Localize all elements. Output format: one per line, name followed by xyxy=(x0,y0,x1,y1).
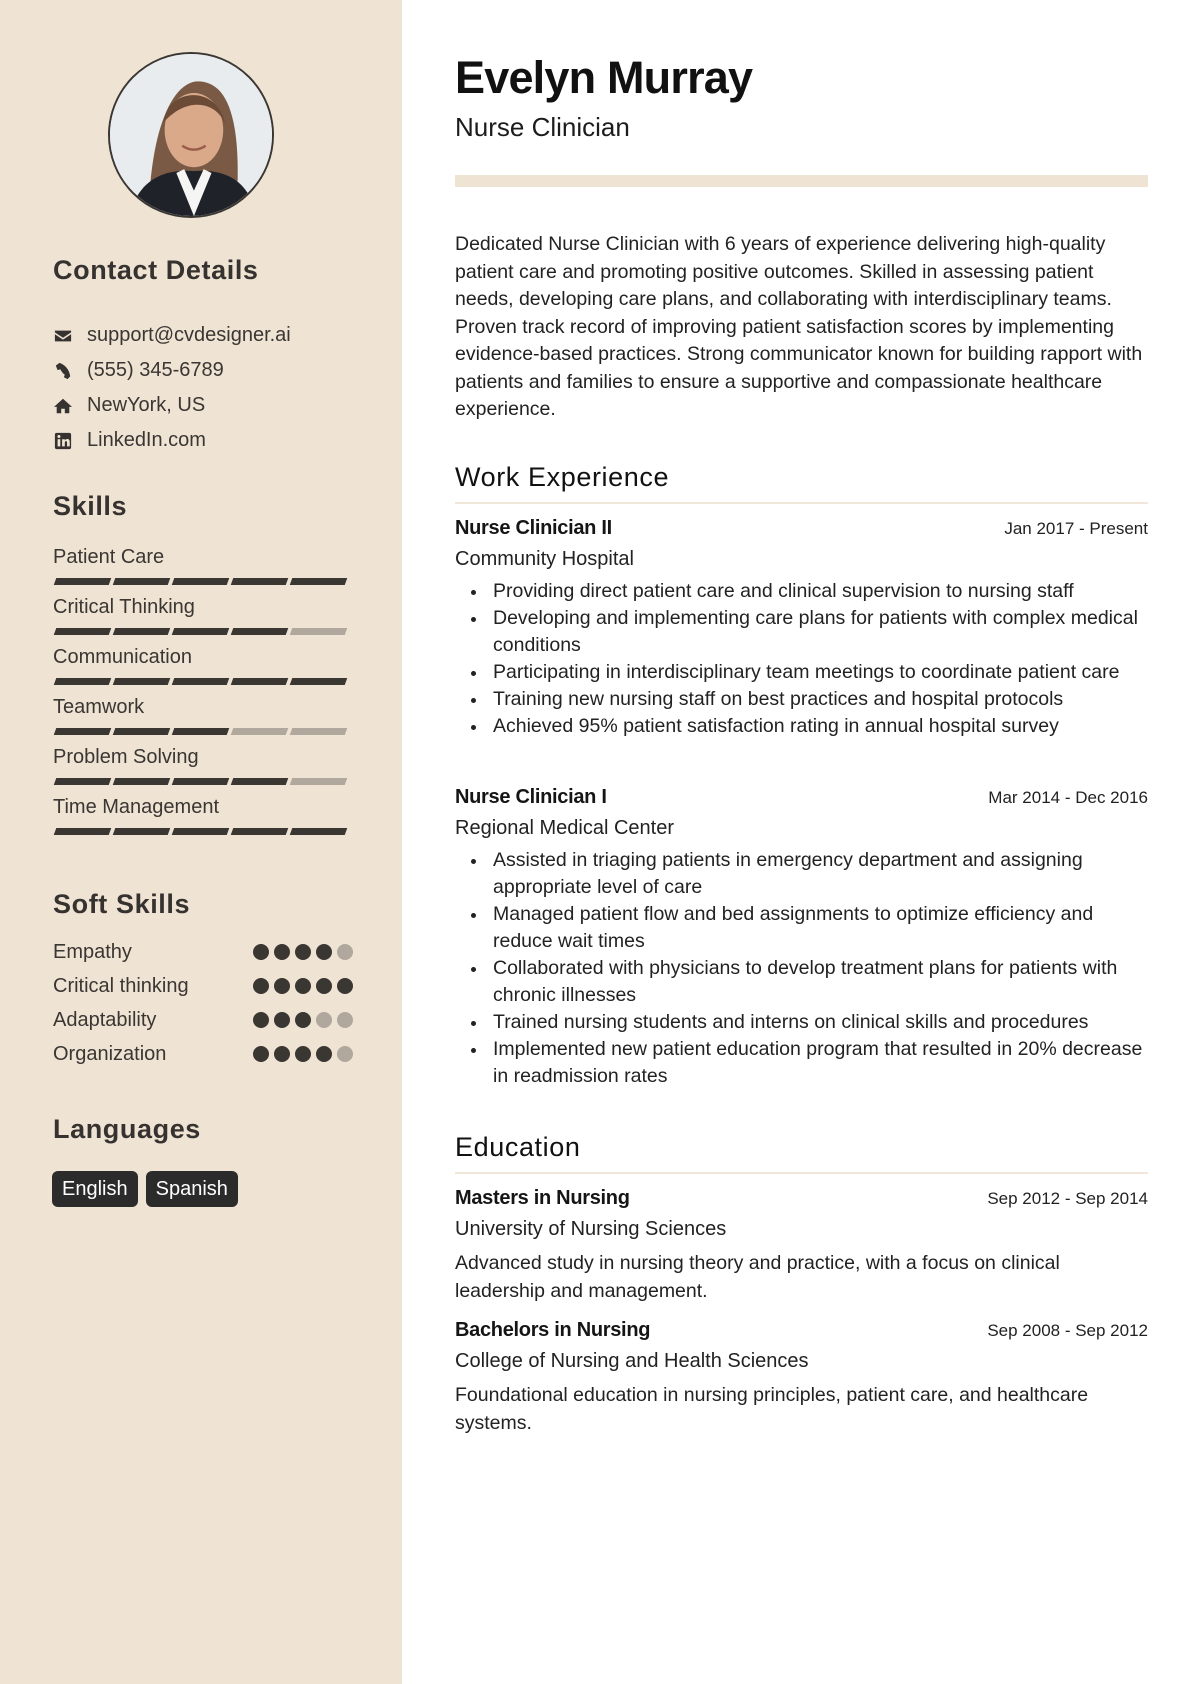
job-dates: Mar 2014 - Dec 2016 xyxy=(988,788,1148,807)
contact-location xyxy=(53,388,291,423)
bullet-item: Managed patient flow and bed assignments to optimize efficiency and reduce wait times xyxy=(455,901,1148,955)
language-badge: Spanish xyxy=(146,1171,238,1207)
soft-skill-item xyxy=(53,935,353,969)
job-bullets xyxy=(455,578,1148,740)
skill-level-bar xyxy=(53,578,353,585)
soft-skill-item xyxy=(53,969,353,1003)
job-organization: Regional Medical Center xyxy=(455,817,675,839)
skill-segment-filled xyxy=(290,828,348,835)
degree-title: Bachelors in Nursing xyxy=(455,1319,651,1341)
skill-segment-filled xyxy=(54,678,112,685)
bullet-item: Achieved 95% patient satisfaction rating in annual hospital survey xyxy=(455,713,1148,740)
job-title: Nurse Clinician II xyxy=(455,517,612,539)
skill-segment-filled xyxy=(113,828,171,835)
skill-segment-filled xyxy=(172,628,230,635)
skill-label: Patient Care xyxy=(53,546,165,568)
skill-segment-filled xyxy=(172,678,230,685)
rating-dot-filled-icon xyxy=(274,1046,290,1062)
languages-list xyxy=(52,1171,238,1207)
education-entry xyxy=(455,1319,1148,1437)
skill-segment-empty xyxy=(231,728,289,735)
rating-dot-empty-icon xyxy=(337,1046,353,1062)
rating-dot-empty-icon xyxy=(337,944,353,960)
skill-segment-filled xyxy=(54,828,112,835)
contact-phone[interactable] xyxy=(53,353,291,388)
rating-dot-filled-icon xyxy=(316,1046,332,1062)
bullet-item: Developing and implementing care plans for patients with complex medical conditions xyxy=(455,605,1148,659)
skill-label: Problem Solving xyxy=(53,746,199,768)
degree-title: Masters in Nursing xyxy=(455,1187,630,1209)
skill-segment-filled xyxy=(231,628,289,635)
degree-description: Foundational education in nursing principles, patient care, and healthcare systems. xyxy=(455,1384,1089,1434)
skill-segment-filled xyxy=(113,778,171,785)
soft-skill-rating xyxy=(253,978,353,994)
skill-level-bar xyxy=(53,778,353,785)
skill-segment-filled xyxy=(231,828,289,835)
language-badge: English xyxy=(52,1171,138,1207)
skill-item xyxy=(53,644,353,694)
bullet-item: Trained nursing students and interns on clinical skills and procedures xyxy=(455,1009,1148,1036)
phone-icon xyxy=(53,361,73,381)
education-entry xyxy=(455,1187,1148,1305)
work-entry xyxy=(455,517,1148,740)
job-title: Nurse Clinician I xyxy=(455,786,607,808)
soft-skill-item xyxy=(53,1003,353,1037)
skill-segment-filled xyxy=(172,778,230,785)
skills-list xyxy=(53,544,353,844)
rating-dot-filled-icon xyxy=(253,1012,269,1028)
skill-segment-filled xyxy=(290,578,348,585)
skill-item xyxy=(53,744,353,794)
summary-text: Dedicated Nurse Clinician with 6 years of experience delivering high-quality patient care and promoting positive outcomes. Skilled in assessing patient needs, developing care plans, and collaborating with interdisciplinary teams. Proven track record of improving patient satisfaction scores by implementing evidence-based practices. Strong communicator known for building rapport with patients and families to ensure a supportive and compassionate healthcare experience. xyxy=(455,233,1143,420)
rating-dot-filled-icon xyxy=(316,978,332,994)
skill-label: Communication xyxy=(53,646,192,668)
skill-segment-filled xyxy=(231,778,289,785)
skill-segment-filled xyxy=(231,678,289,685)
skill-segment-filled xyxy=(113,628,171,635)
soft-skill-label: Adaptability xyxy=(53,1008,157,1031)
rating-dot-filled-icon xyxy=(253,1046,269,1062)
skill-segment-filled xyxy=(54,628,112,635)
header-accent-bar xyxy=(455,175,1148,187)
skill-segment-filled xyxy=(54,778,112,785)
bullet-item: Providing direct patient care and clinical supervision to nursing staff xyxy=(455,578,1148,605)
soft-skill-label: Organization xyxy=(53,1042,167,1065)
contact-linkedin[interactable] xyxy=(53,423,291,458)
degree-dates: Sep 2012 - Sep 2014 xyxy=(987,1189,1148,1208)
contact-email[interactable] xyxy=(53,318,291,353)
soft-skill-item xyxy=(53,1037,353,1071)
skill-segment-filled xyxy=(54,728,112,735)
contact-location-text: NewYork, US xyxy=(87,394,206,416)
portrait-image xyxy=(110,54,272,216)
soft-skills-list xyxy=(53,935,353,1071)
job-organization: Community Hospital xyxy=(455,548,634,570)
skill-segment-filled xyxy=(231,578,289,585)
skill-segment-filled xyxy=(54,578,112,585)
soft-skill-rating xyxy=(253,1046,353,1062)
soft-skill-rating xyxy=(253,944,353,960)
rating-dot-filled-icon xyxy=(274,1012,290,1028)
skill-segment-empty xyxy=(290,728,348,735)
soft-skill-rating xyxy=(253,1012,353,1028)
rating-dot-filled-icon xyxy=(295,978,311,994)
skill-segment-filled xyxy=(172,728,230,735)
rating-dot-filled-icon xyxy=(337,978,353,994)
rating-dot-filled-icon xyxy=(295,1046,311,1062)
contact-linkedin-text: LinkedIn.com xyxy=(87,429,206,451)
skill-level-bar xyxy=(53,828,353,835)
skill-segment-filled xyxy=(172,828,230,835)
rating-dot-filled-icon xyxy=(274,978,290,994)
soft-skill-label: Critical thinking xyxy=(53,974,189,997)
skill-segment-filled xyxy=(113,678,171,685)
skill-label: Teamwork xyxy=(53,696,145,718)
rating-dot-filled-icon xyxy=(253,944,269,960)
skill-item xyxy=(53,794,353,844)
languages-heading: Languages xyxy=(53,1114,201,1144)
skill-item xyxy=(53,544,353,594)
skill-label: Critical Thinking xyxy=(53,596,195,618)
skill-label: Time Management xyxy=(53,796,219,818)
rating-dot-empty-icon xyxy=(316,1012,332,1028)
skill-item xyxy=(53,594,353,644)
bullet-item: Implemented new patient education program that resulted in 20% decrease in readmission rates xyxy=(455,1036,1148,1090)
skill-segment-filled xyxy=(113,578,171,585)
contact-phone-text: (555) 345-6789 xyxy=(87,359,224,381)
rating-dot-empty-icon xyxy=(337,1012,353,1028)
bullet-item: Participating in interdisciplinary team meetings to coordinate patient care xyxy=(455,659,1148,686)
contact-list xyxy=(53,318,291,458)
job-dates: Jan 2017 - Present xyxy=(1004,519,1148,538)
rating-dot-filled-icon xyxy=(316,944,332,960)
skill-segment-empty xyxy=(290,778,348,785)
soft-skills-heading: Soft Skills xyxy=(53,889,191,919)
skill-segment-filled xyxy=(172,578,230,585)
degree-description: Advanced study in nursing theory and practice, with a focus on clinical leadership and management. xyxy=(455,1252,1060,1302)
rating-dot-filled-icon xyxy=(274,944,290,960)
bullet-item: Collaborated with physicians to develop treatment plans for patients with chronic illnesses xyxy=(455,955,1148,1009)
skill-level-bar xyxy=(53,678,353,685)
main-content xyxy=(455,0,1148,1684)
work-experience-heading: Work Experience xyxy=(455,462,1148,504)
contact-email-text: support@cvdesigner.ai xyxy=(87,324,291,346)
bullet-item: Training new nursing staff on best practices and hospital protocols xyxy=(455,686,1148,713)
envelope-icon xyxy=(53,326,73,346)
skills-heading: Skills xyxy=(53,491,128,521)
home-icon xyxy=(53,396,73,416)
education-heading: Education xyxy=(455,1132,1148,1174)
degree-dates: Sep 2008 - Sep 2012 xyxy=(987,1321,1148,1340)
work-entry xyxy=(455,786,1148,1090)
rating-dot-filled-icon xyxy=(295,944,311,960)
skill-segment-filled xyxy=(113,728,171,735)
job-bullets xyxy=(455,847,1148,1090)
school-name: College of Nursing and Health Sciences xyxy=(455,1350,809,1372)
rating-dot-filled-icon xyxy=(295,1012,311,1028)
linkedin-icon xyxy=(53,431,73,451)
skill-segment-filled xyxy=(290,678,348,685)
skill-segment-empty xyxy=(290,628,348,635)
contact-heading: Contact Details xyxy=(53,255,259,285)
soft-skill-label: Empathy xyxy=(53,940,132,963)
skill-level-bar xyxy=(53,728,353,735)
candidate-title: Nurse Clinician xyxy=(455,112,630,142)
rating-dot-filled-icon xyxy=(253,978,269,994)
candidate-name: Evelyn Murray xyxy=(455,52,753,103)
profile-photo xyxy=(108,52,274,218)
bullet-item: Assisted in triaging patients in emergency department and assigning appropriate level of care xyxy=(455,847,1148,901)
skill-level-bar xyxy=(53,628,353,635)
skill-item xyxy=(53,694,353,744)
sidebar xyxy=(0,0,402,1684)
school-name: University of Nursing Sciences xyxy=(455,1218,727,1240)
